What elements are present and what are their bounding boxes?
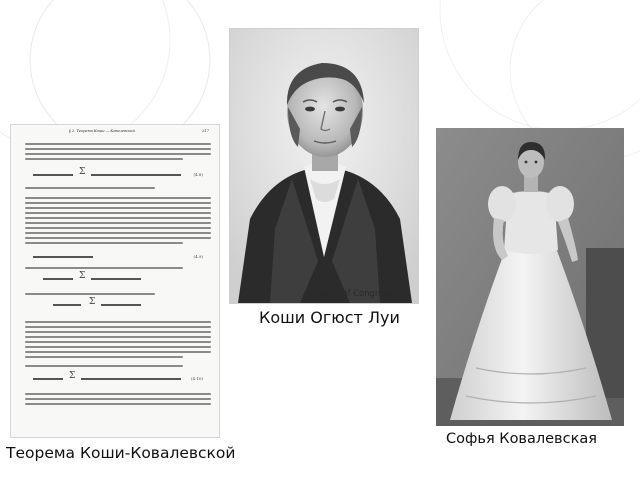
formula-line: Σ <box>33 301 203 309</box>
equation-label: (4.10) <box>190 376 203 381</box>
page-header-title: § 2. Теорема Коши — Ковалевской <box>69 129 135 133</box>
formula-line: Σ (4.10) <box>33 375 203 383</box>
page-header <box>29 129 209 135</box>
formula-line: Σ <box>33 275 203 283</box>
text-paragraph <box>25 291 211 298</box>
proof-paragraph <box>25 319 211 361</box>
equation-label: (4.9) <box>193 254 203 259</box>
text-paragraph <box>25 265 211 272</box>
page-number: 217 <box>202 129 209 133</box>
portrait-cauchy <box>229 28 419 304</box>
formula-line <box>33 253 203 261</box>
text-paragraph <box>25 363 211 370</box>
text-paragraph <box>25 185 211 192</box>
formula-line: Σ (4.8) <box>33 171 203 179</box>
theorem-statement <box>25 195 211 247</box>
text-paragraph <box>25 391 211 408</box>
caption-kovalevskaya: Софья Ковалевская <box>446 431 597 447</box>
caption-cauchy: Коши Огюст Луи <box>259 308 400 327</box>
photo-kovalevskaya <box>436 128 624 426</box>
text-paragraph <box>25 141 211 163</box>
equation-label: (4.8) <box>193 172 203 177</box>
portrait-credit: Library of Congress <box>310 288 392 298</box>
caption-theorem: Теорема Коши-Ковалевской <box>6 444 236 462</box>
textbook-page-image <box>10 124 220 438</box>
